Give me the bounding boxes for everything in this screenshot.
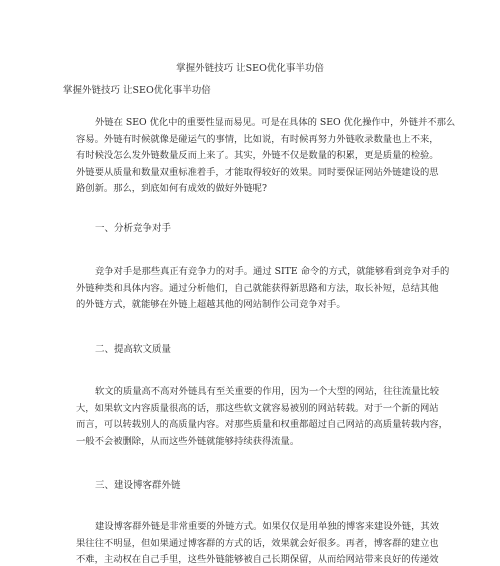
paragraph-line: 而言，可以转载别人的高质量内容。对那些质量和权重都超过自己网站的高质量转载内容， <box>76 419 448 430</box>
document-title: 掌握外链技巧 让SEO优化事半功倍 <box>176 63 324 74</box>
paragraph-line: 果往往不明显，但如果通过博客群的方式的话，效果就会好很多。再者，博客群的建立也 <box>76 537 439 549</box>
paragraph-line: 一般不会被删除，从而这些外链就能够持续获得流量。 <box>76 435 300 447</box>
paragraph-line: 路创新。那么，到底如何有成效的做好外链呢? <box>76 183 267 194</box>
paragraph-line: 不难，主动权在自己手里，这些外链能够被自己长期保留，从而给网站带来良好的传递效 <box>76 554 439 565</box>
section-heading-competitors: 一、分析竞争对手 <box>95 223 172 234</box>
paragraph-line: 软文的质量高不高对外链具有至关重要的作用，因为一个大型的网站，往往流量比较 <box>95 386 439 397</box>
section-paragraph-blog-network <box>76 519 446 566</box>
paragraph-line: 外链在 SEO 优化中的重要性显而易见。可是在具体的 SEO 优化操作中，外链并不那么 <box>95 117 456 128</box>
section-paragraph-article-quality <box>76 384 446 450</box>
document-subtitle: 掌握外链技巧 让SEO优化事半功倍 <box>63 85 211 96</box>
paragraph-line: 有时候没怎么发外链数量反而上来了。其实，外链不仅是数量的积累，更是质量的检验。 <box>76 150 439 161</box>
intro-paragraph <box>76 115 456 198</box>
paragraph-line: 竞争对手是那些真正有竞争力的对手。通过 SITE 命令的方式，就能够看到竞争对手的 <box>95 266 450 277</box>
paragraph-line: 外链种类和具体内容。通过分析他们，自己就能获得新思路和方法，取长补短，总结其他 <box>76 282 439 294</box>
paragraph-line: 容易。外链有时候就像是碰运气的事情，比如说，有时候再努力外链收录数量也上不来， <box>76 133 439 145</box>
paragraph-line: 的外链方式，就能够在外链上超越其他的网站制作公司竞争对手。 <box>76 299 346 310</box>
paragraph-line: 建设博客群外链是非常重要的外链方式。如果仅仅是用单独的博客来建设外链，其效 <box>95 521 439 532</box>
section-paragraph-competitors <box>76 264 450 314</box>
paragraph-line: 外链要从质量和数量双重标准着手，才能取得较好的效果。同时要保证网站外链建设的思 <box>76 166 439 178</box>
section-heading-blog-network: 三、建设博客群外链 <box>95 480 181 491</box>
section-heading-article-quality: 二、提高软文质量 <box>95 344 172 355</box>
paragraph-line: 大，如果软文内容质量很高的话，那这些软文就容易被别的网站转载。对于一个新的网站 <box>76 402 439 414</box>
